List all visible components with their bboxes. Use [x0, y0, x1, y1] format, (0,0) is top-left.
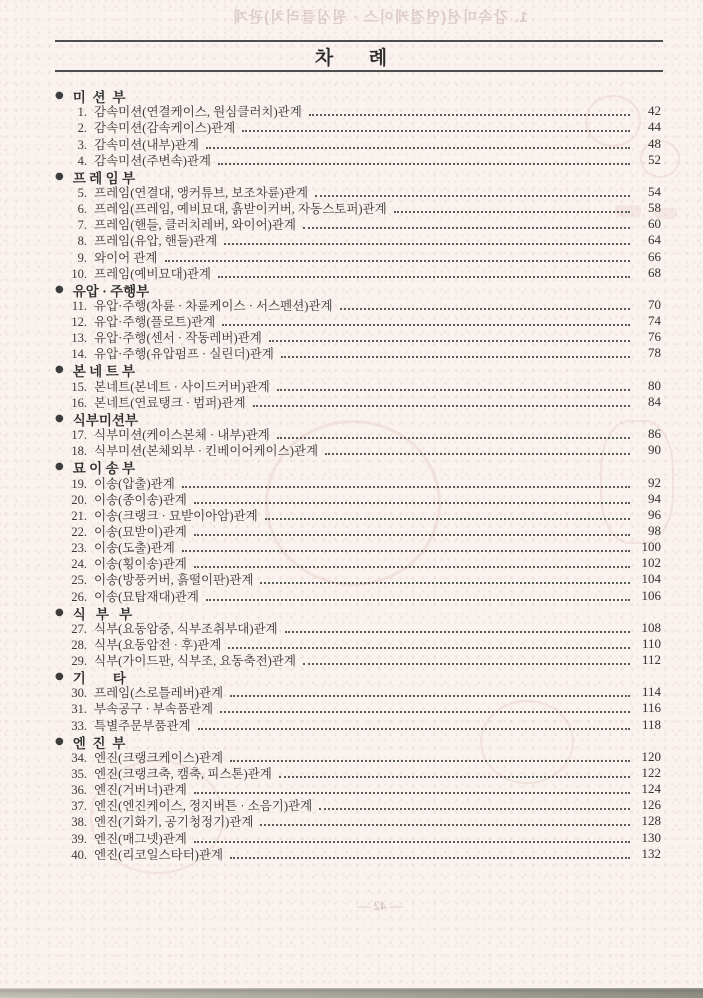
- entry-page-number: 68: [648, 264, 661, 280]
- entry-title: 감속미션(주변속)관계: [94, 153, 212, 168]
- dot-leader: [206, 599, 630, 601]
- dot-leader: [198, 728, 630, 730]
- bleedthrough-header-text: 1. 감속미션(연결케이스 · 원심클러치)관계: [232, 9, 528, 26]
- entry-title: 유압·주행(플로트)관계: [94, 315, 216, 330]
- toc-entry: [55, 717, 661, 733]
- entry-title: 이송(묘받이)관계: [94, 524, 187, 539]
- entry-title: 이송(방풍커버, 흙떨이판)관계: [94, 573, 254, 588]
- toc-entry: [55, 153, 661, 169]
- entry-title: 식부(요동암중, 식부조취부대)관계: [94, 621, 278, 636]
- entry-number: 29.: [71, 654, 87, 669]
- entry-number: 25.: [71, 573, 87, 588]
- entry-number: 35.: [71, 767, 87, 782]
- entry-page-number: 120: [641, 748, 661, 764]
- title-rule-top: [55, 40, 663, 42]
- dot-leader: [285, 631, 630, 633]
- entry-page-number: 48: [648, 135, 661, 151]
- dot-leader: [340, 308, 630, 310]
- dot-leader: [277, 437, 630, 439]
- toc-entry: [55, 847, 661, 863]
- entry-number: 28.: [71, 637, 87, 652]
- entry-title: 식부(요동암전 · 후)관계: [94, 637, 222, 652]
- section-label: 엔 진 부: [72, 735, 126, 751]
- entry-number: 9.: [77, 250, 87, 265]
- dot-leader: [165, 260, 630, 262]
- entry-page-number: 108: [641, 619, 661, 635]
- bullet-icon: ●: [55, 283, 64, 295]
- entry-number: 31.: [71, 702, 87, 717]
- dot-leader: [253, 405, 630, 407]
- entry-number: 36.: [71, 783, 87, 798]
- entry-page-number: 94: [648, 490, 661, 506]
- entry-title: 감속미션(내부)관계: [94, 137, 199, 152]
- entry-page-number: 58: [648, 200, 661, 216]
- entry-title: 이송(압출)관계: [94, 476, 175, 491]
- entry-page-number: 66: [648, 248, 661, 264]
- entry-page-number: 132: [641, 845, 661, 861]
- dot-leader: [182, 486, 630, 488]
- entry-number: 20.: [71, 492, 87, 507]
- dot-leader: [222, 324, 630, 326]
- entry-page-number: 80: [648, 377, 661, 393]
- entry-number: 17.: [71, 428, 87, 443]
- entry-title: 프레임(핸들, 클러치레버, 와이어)관계: [94, 218, 296, 233]
- entry-title: 엔진(거버너)관계: [94, 783, 187, 798]
- dot-leader: [279, 776, 630, 778]
- toc-entry: [55, 395, 661, 411]
- entry-number: 37.: [71, 799, 87, 814]
- entry-title: 엔진(크랭크축, 캠축, 피스톤)관계: [94, 767, 272, 782]
- entry-title: 이송(묘탑재대)관계: [94, 589, 199, 604]
- bleedthrough-page-number: — 42 —: [357, 898, 403, 913]
- entry-page-number: 102: [641, 555, 661, 571]
- dot-leader: [303, 227, 630, 229]
- bullet-icon: ●: [55, 671, 64, 683]
- section-label: 프 레 임 부: [72, 170, 136, 186]
- entry-number: 38.: [71, 815, 87, 830]
- dot-leader: [182, 550, 630, 552]
- dot-leader: [194, 566, 630, 568]
- entry-page-number: 112: [641, 652, 661, 668]
- bullet-icon: ●: [55, 412, 64, 424]
- section-label: 미 션 부: [72, 90, 126, 106]
- entry-number: 11.: [71, 298, 87, 313]
- entry-page-number: 42: [648, 103, 661, 119]
- entry-page-number: 96: [648, 506, 661, 522]
- entry-page-number: 44: [648, 119, 661, 135]
- section-label: 유압 · 주행부: [72, 283, 150, 299]
- dot-leader: [230, 760, 630, 762]
- entry-title: 감속미션(연결케이스, 원심클러치)관계: [94, 105, 302, 120]
- dot-leader: [265, 518, 630, 520]
- dot-leader: [224, 243, 630, 245]
- entry-page-number: 106: [641, 587, 661, 603]
- entry-page-number: 84: [648, 393, 661, 409]
- entry-page-number: 54: [648, 183, 661, 199]
- entry-title: 프레임(프레임, 예비묘대, 흙받이커버, 자동스토퍼)관계: [94, 202, 387, 217]
- entry-title: 엔진(매그넷)관계: [94, 831, 187, 846]
- bullet-icon: ●: [55, 461, 64, 473]
- bullet-icon: ●: [55, 90, 64, 102]
- entry-page-number: 110: [641, 635, 661, 651]
- dot-leader: [303, 663, 630, 665]
- section-label: 식 부 부: [72, 606, 133, 622]
- entry-number: 6.: [77, 202, 87, 217]
- entry-number: 19.: [71, 476, 87, 491]
- entry-title: 엔진(리코일스타터)관계: [94, 847, 224, 862]
- entry-number: 27.: [71, 621, 87, 636]
- entry-title: 와이어 관계: [94, 250, 158, 265]
- entry-page-number: 64: [648, 232, 661, 248]
- dot-leader: [228, 647, 630, 649]
- section-label: 본 네 트 부: [72, 364, 136, 380]
- section-label: 기 타: [72, 671, 126, 687]
- entry-number: 30.: [71, 686, 87, 701]
- dot-leader: [230, 695, 630, 697]
- section-label: 식부미션부: [72, 412, 138, 428]
- entry-title: 식부미션(본체외부 · 킨베이어케이스)관계: [94, 444, 319, 459]
- dot-leader: [260, 824, 630, 826]
- entry-page-number: 124: [641, 781, 661, 797]
- entry-number: 1.: [77, 105, 87, 120]
- entry-page-number: 70: [648, 296, 661, 312]
- entry-title: 유압·주행(센서 · 작동레버)관계: [94, 331, 262, 346]
- entry-page-number: 126: [641, 797, 661, 813]
- entry-page-number: 114: [641, 684, 661, 700]
- toc-list: [55, 88, 661, 863]
- entry-title: 감속미션(감속케이스)관계: [94, 121, 236, 136]
- entry-title: 프레임(연결대, 앵커튜브, 보조차륜)관계: [94, 185, 309, 200]
- entry-number: 4.: [77, 153, 87, 168]
- entry-number: 40.: [71, 847, 87, 862]
- page-title: 차 례: [314, 48, 389, 69]
- entry-number: 16.: [71, 395, 87, 410]
- dot-leader: [242, 130, 630, 132]
- section-label: 묘 이 송 부: [72, 461, 136, 477]
- entry-number: 12.: [71, 315, 87, 330]
- entry-title: 엔진(엔진케이스, 정지버튼 · 소음기)관계: [94, 799, 313, 814]
- dot-leader: [394, 211, 630, 213]
- entry-number: 13.: [71, 331, 87, 346]
- bullet-icon: ●: [55, 606, 64, 618]
- entry-number: 7.: [77, 218, 87, 233]
- entry-title: 엔진(기화기, 공기청정기)관계: [94, 815, 254, 830]
- entry-page-number: 100: [641, 539, 661, 555]
- entry-number: 15.: [71, 379, 87, 394]
- dot-leader: [269, 340, 630, 342]
- dot-leader: [315, 195, 630, 197]
- entry-page-number: 74: [648, 313, 661, 329]
- entry-title: 프레임(예비묘대)관계: [94, 266, 212, 281]
- toc-entry: [55, 588, 661, 604]
- dot-leader: [277, 389, 630, 391]
- entry-page-number: 104: [641, 571, 661, 587]
- entry-number: 34.: [71, 750, 87, 765]
- entry-title: 유압·주행(유압펌프 · 실린더)관계: [94, 347, 274, 362]
- entry-page-number: 86: [648, 426, 661, 442]
- entry-title: 엔진(크랭크케이스)관계: [94, 750, 224, 765]
- entry-title: 프레임(유압, 핸들)관계: [94, 234, 218, 249]
- dot-leader: [220, 711, 630, 713]
- entry-title: 프레임(스로틀레버)관계: [94, 686, 224, 701]
- entry-page-number: 92: [648, 474, 661, 490]
- toc-entry: [55, 346, 661, 362]
- entry-number: 24.: [71, 557, 87, 572]
- dot-leader: [325, 453, 630, 455]
- entry-title: 이송(도출)관계: [94, 541, 175, 556]
- entry-title: 이송(크랭크 · 묘받이아암)관계: [94, 508, 258, 523]
- entry-page-number: 78: [648, 345, 661, 361]
- entry-page-number: 116: [641, 700, 661, 716]
- entry-number: 21.: [71, 508, 87, 523]
- entry-number: 39.: [71, 831, 87, 846]
- dot-leader: [218, 163, 630, 165]
- toc-entry: [55, 443, 661, 459]
- entry-number: 14.: [71, 347, 87, 362]
- dot-leader: [281, 356, 630, 358]
- bullet-icon: ●: [55, 735, 64, 747]
- entry-number: 26.: [71, 589, 87, 604]
- entry-page-number: 130: [641, 829, 661, 845]
- dot-leader: [260, 582, 630, 584]
- entry-page-number: 76: [648, 329, 661, 345]
- entry-number: 3.: [77, 137, 87, 152]
- entry-title: 본네트(본네트 · 사이드커버)관계: [94, 379, 270, 394]
- dot-leader: [194, 534, 630, 536]
- entry-title: 이송(횡이송)관계: [94, 557, 187, 572]
- entry-number: 2.: [77, 121, 87, 136]
- dot-leader: [319, 808, 630, 810]
- entry-page-number: 52: [648, 151, 661, 167]
- entry-title: 이송(종이송)관계: [94, 492, 187, 507]
- dot-leader: [194, 792, 630, 794]
- scan-edge: [0, 988, 703, 998]
- entry-page-number: 118: [641, 716, 661, 732]
- entry-page-number: 98: [648, 522, 661, 538]
- dot-leader: [309, 114, 630, 116]
- entry-title: 식부미션(케이스본체 · 내부)관계: [94, 428, 270, 443]
- entry-number: 22.: [71, 524, 87, 539]
- bullet-icon: ●: [55, 170, 64, 182]
- entry-page-number: 60: [648, 216, 661, 232]
- entry-number: 33.: [71, 718, 87, 733]
- dot-leader: [194, 502, 630, 504]
- entry-page-number: 122: [641, 765, 661, 781]
- entry-title: 특별주문부품관계: [94, 718, 191, 733]
- title-rule-bottom: [55, 70, 663, 72]
- entry-number: 23.: [71, 541, 87, 556]
- dot-leader: [230, 857, 630, 859]
- dot-leader: [206, 147, 630, 149]
- entry-number: 10.: [71, 266, 87, 281]
- entry-page-number: 128: [641, 813, 661, 829]
- entry-title: 본네트(연료탱크 · 범퍼)관계: [94, 395, 246, 410]
- dot-leader: [218, 276, 630, 278]
- bullet-icon: ●: [55, 364, 64, 376]
- dot-leader: [194, 841, 630, 843]
- toc-entry: [55, 653, 661, 669]
- entry-number: 18.: [71, 444, 87, 459]
- entry-number: 5.: [77, 185, 87, 200]
- entry-title: 유압·주행(차륜 · 차륜케이스 · 서스펜션)관계: [94, 298, 333, 313]
- entry-number: 8.: [77, 234, 87, 249]
- entry-title: 부속공구 · 부속품관계: [94, 702, 214, 717]
- entry-title: 식부(가이드판, 식부조, 요동축전)관계: [94, 654, 296, 669]
- entry-page-number: 90: [648, 442, 661, 458]
